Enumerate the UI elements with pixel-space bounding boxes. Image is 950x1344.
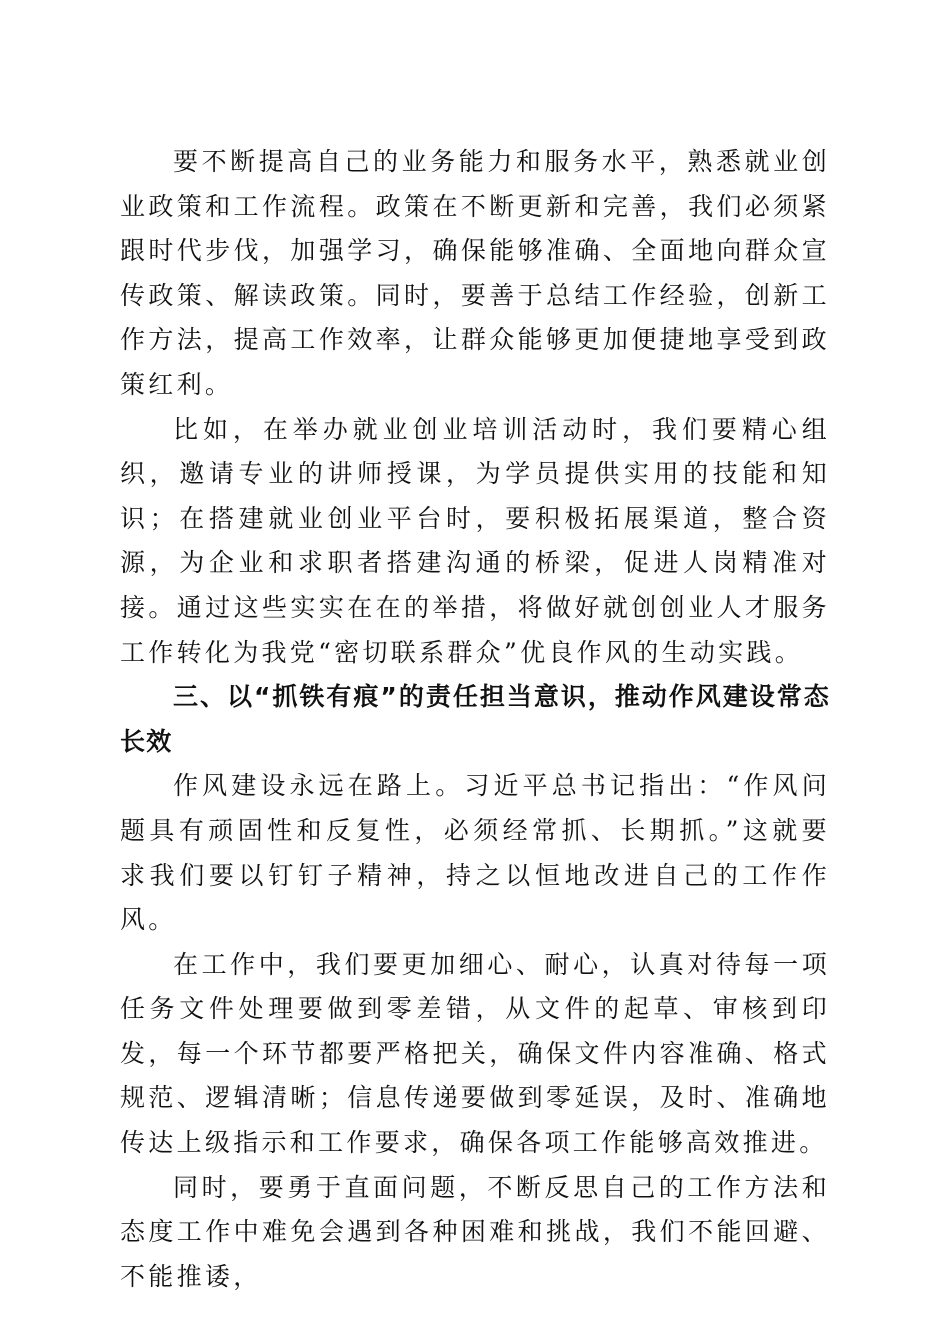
paragraph-business-ability: 要不断提高自己的业务能力和服务水平，熟悉就业创业政策和工作流程。政策在不断更新和完善，我们必须紧跟时代步伐，加强学习，确保能够准确、全面地向群众宣传政策、解读政策。同时，要善于总结工作经验，创新工作方法，提高工作效率，让群众能够更加便捷地享受到政策红利。	[120, 147, 830, 399]
paragraph-face-problems: 同时，要勇于直面问题，不断反思自己的工作方法和态度工作中难免会遇到各种困难和挑战，我们不能回避、不能推诿，	[120, 1172, 830, 1291]
paragraph-careful-work: 在工作中，我们要更加细心、耐心，认真对待每一项任务文件处理要做到零差错，从文件的起草、审核到印发，每一个环节都要严格把关，确保文件内容准确、格式规范、逻辑清晰；信息传递要做到零延误，及时、准确地传达上级指示和工作要求，确保各项工作能够高效推进。	[120, 949, 830, 1158]
paragraph-style-building: 作风建设永远在路上。习近平总书记指出：“作风问题具有顽固性和反复性，必须经常抓、长期抓。”这就要求我们要以钉钉子精神，持之以恒地改进自己的工作作风。	[120, 771, 830, 935]
document-page	[120, 140, 830, 1299]
section-heading-3: 三、以“抓铁有痕”的责任担当意识，推动作风建设常态长效	[120, 682, 830, 756]
paragraph-training-example: 比如，在举办就业创业培训活动时，我们要精心组织，邀请专业的讲师授课，为学员提供实用的技能和知识；在搭建就业创业平台时，要积极拓展渠道，整合资源，为企业和求职者搭建沟通的桥梁，促进人岗精准对接。通过这些实实在在的举措，将做好就创创业人才服务工作转化为我党“密切联系群众”优良作风的生动实践。	[120, 414, 830, 667]
